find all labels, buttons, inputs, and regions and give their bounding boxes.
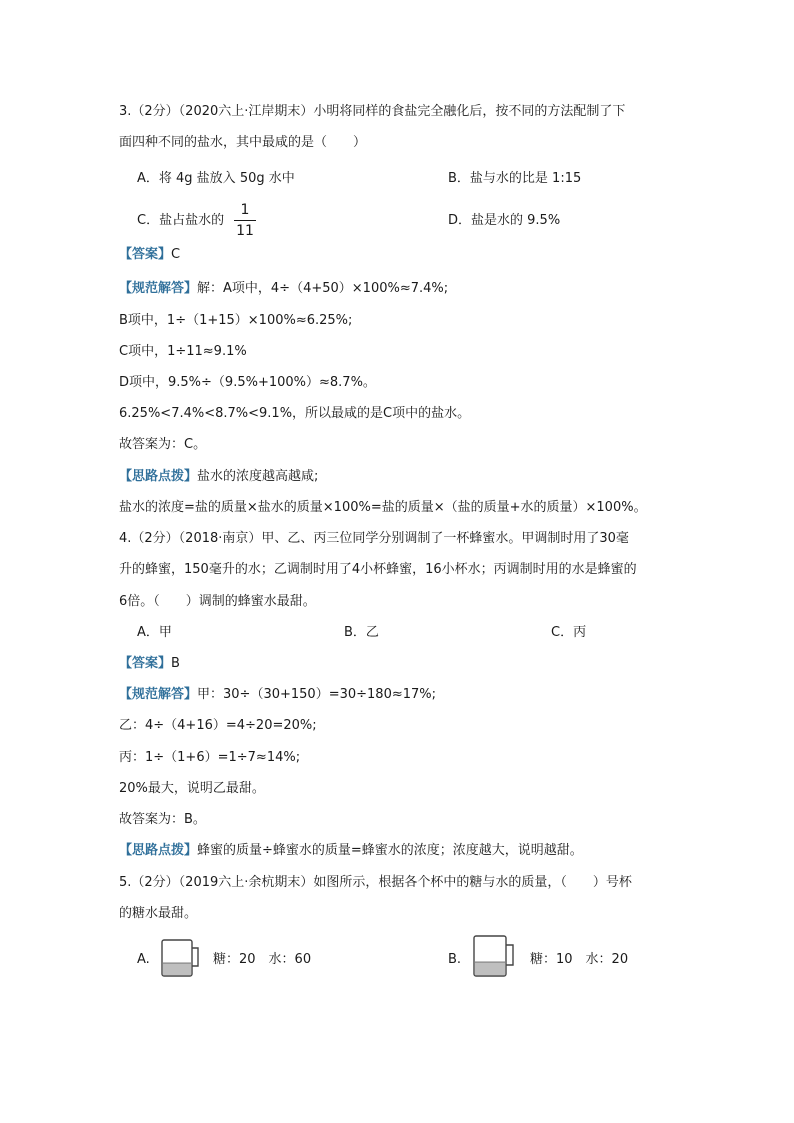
q4-solution-line3: 丙：1÷（1+6）=1÷7≈14%; [119,750,301,765]
cup-b-icon [472,934,520,980]
q3-option-b: B．盐与水的比是 1:15 [448,171,582,186]
solution-tag: 【规范解答】 [119,281,198,296]
q4-solution-line4: 20%最大，说明乙最甜。 [119,781,265,796]
q3-option-c-fraction [234,202,256,239]
answer-value: B [171,656,180,671]
fraction-numerator: 1 [240,202,250,218]
q5-option-a-text: 糖：20 水：60 [213,952,312,967]
q3-solution-line5: 6.25%<7.4%<8.7%<9.1%，所以最咸的是C项中的盐水。 [119,406,471,421]
q4-option-c: C．丙 [551,625,587,640]
tip-tag: 【思路点拨】 [119,843,198,858]
solution-tag: 【规范解答】 [119,687,198,702]
q3-solution-line6: 故答案为：C。 [119,437,207,452]
q4-tip-line1 [119,842,583,860]
q4-solution-line5: 故答案为：B。 [119,812,206,827]
cup-a-icon [160,938,204,980]
q4-solution-line1 [119,686,436,704]
q4-stem-line3: 6倍。（ ）调制的蜂蜜水最甜。 [119,594,316,609]
fraction-denominator: 11 [236,223,254,239]
q3-solution-line3: C项中，1÷11≈9.1% [119,344,247,359]
answer-value: C [171,247,181,262]
q3-option-d: D．盐是水的 9.5% [448,213,561,228]
q3-option-c: C．盐占盐水的 [137,213,225,228]
q4-option-a: A．甲 [137,625,172,640]
q4-solution-line2: 乙：4÷（4+16）=4÷20=20%; [119,718,317,733]
q5-stem-line1: 5.（2分）（2019六上·余杭期末）如图所示，根据各个杯中的糖与水的质量，（ ）号杯 [119,875,632,890]
q3-option-a: A．将 4g 盐放入 50g 水中 [137,171,295,186]
q3-stem-line1: 3.（2分）（2020六上·江岸期末）小明将同样的食盐完全融化后，按不同的方法配制了下 [119,104,626,119]
answer-tag: 【答案】 [119,656,172,671]
solution-text: 甲：30÷（30+150）=30÷180≈17%; [197,687,437,702]
q3-solution-line2: B项中，1÷（1+15）×100%≈6.25%; [119,313,353,328]
tip-tag: 【思路点拨】 [119,469,198,484]
q5-stem-line2: 的糖水最甜。 [119,906,198,921]
q3-tip-line2: 盐水的浓度=盐的质量×盐水的质量×100%=盐的质量×（盐的质量+水的质量）×100%。 [119,500,647,515]
fraction-bar [234,220,256,221]
q4-answer [119,655,180,673]
q5-option-b-label: B. [448,952,462,967]
q4-stem-line1: 4.（2分）（2018·南京）甲、乙、丙三位同学分别调制了一杯蜂蜜水。甲调制时用了30毫 [119,531,629,546]
q3-solution-line1 [119,280,448,298]
q3-tip-line1 [119,468,318,486]
q3-answer [119,246,180,264]
q3-solution-line4: D项中，9.5%÷（9.5%+100%）≈8.7%。 [119,375,376,390]
tip-text: 蜂蜜的质量÷蜂蜜水的质量=蜂蜜水的浓度；浓度越大，说明越甜。 [197,843,583,858]
q4-option-b: B．乙 [344,625,379,640]
answer-tag: 【答案】 [119,247,172,262]
q3-stem-line2: 面四种不同的盐水，其中最咸的是（ ） [119,135,367,150]
q5-option-b-text: 糖：10 水：20 [530,952,629,967]
tip-text: 盐水的浓度越高越咸; [197,469,319,484]
q5-option-a-label: A. [137,952,150,967]
solution-text: 解：A项中，4÷（4+50）×100%≈7.4%; [197,281,449,296]
q4-stem-line2: 升的蜂蜜，150毫升的水；乙调制时用了4小杯蜂蜜，16小杯水；丙调制时用的水是蜂蜜的 [119,562,637,577]
